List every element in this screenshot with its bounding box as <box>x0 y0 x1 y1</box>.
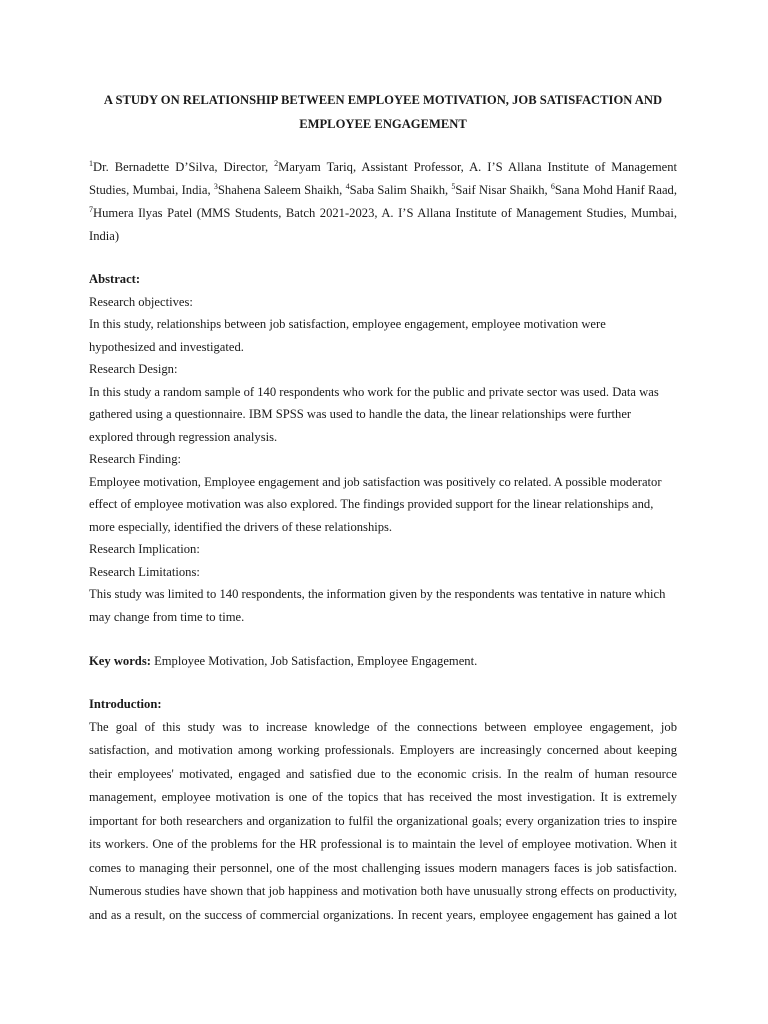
abstract-line: Research Finding: <box>89 452 181 466</box>
introduction-section <box>89 693 677 927</box>
keywords-section <box>89 650 677 673</box>
author-affiliation-number: 4 <box>345 181 350 191</box>
introduction-line: Numerous studies have shown that job happiness and motivation both have unusually strong effects on productivity, <box>89 884 677 898</box>
author-affiliation-number: 1 <box>89 158 93 168</box>
introduction-line: their employees' motivated, engaged and satisfied due to the economic crisis. In the realm of human resource <box>89 766 677 781</box>
abstract-heading: Abstract: <box>89 272 141 286</box>
author-entry: Shahena Saleem Shaikh, <box>217 183 346 197</box>
author-affiliation-number: 7 <box>89 204 93 214</box>
introduction-line: important for both researchers and organization to fulfil the organizational goals; every organization tries to inspire <box>89 813 677 828</box>
introduction-line: and as a result, on the success of commercial organizations. In recent years, employee engagement has gained a lot <box>89 907 677 922</box>
author-affiliation-number: 3 <box>213 181 218 191</box>
title-line-2: EMPLOYEE ENGAGEMENT <box>299 117 467 131</box>
author-affiliation-number: 2 <box>274 158 279 168</box>
author-list <box>89 156 677 248</box>
paper-page <box>89 0 677 1024</box>
author-affiliation-number: 5 <box>451 181 456 191</box>
introduction-line: its workers. One of the problems for the HR professional is to maintain the level of employee motivation. When it <box>89 837 677 851</box>
abstract-line: Research Implication: <box>89 542 200 556</box>
author-entry: Sana Mohd Hanif Raad, <box>554 183 678 197</box>
introduction-line: The goal of this study was to increase knowledge of the connections between employee engagement, job <box>89 719 677 734</box>
abstract-line: Employee motivation, Employee engagement and job satisfaction was positively co related. A possible moderator <box>89 474 662 489</box>
title-line-1: A STUDY ON RELATIONSHIP BETWEEN EMPLOYEE MOTIVATION, JOB SATISFACTION AND <box>103 93 663 107</box>
abstract-line: explored through regression analysis. <box>89 429 278 444</box>
abstract-line: hypothesized and investigated. <box>89 339 244 354</box>
introduction-line: satisfaction, and motivation among working professionals. Employers are increasingly concerned about keeping <box>89 743 677 757</box>
author-entry: Humera Ilyas Patel (MMS Students, Batch 2021-2023, A. I’S Allana Institute of Management Studies, Mumbai, India) <box>89 206 677 243</box>
abstract-section <box>89 268 677 628</box>
author-affiliation-number: 6 <box>550 181 555 191</box>
introduction-line: comes to managing their personnel, one of the most challenging issues modern managers faces is job satisfaction. <box>89 860 677 875</box>
abstract-line: gathered using a questionnaire. IBM SPSS was used to handle the data, the linear relationships were further <box>89 407 632 421</box>
introduction-line: management, employee motivation is one of the topics that has received the most investigation. It is extremely <box>89 790 677 804</box>
abstract-line: Research objectives: <box>89 294 193 309</box>
keywords-text: Employee Motivation, Job Satisfaction, Employee Engagement. <box>150 654 478 668</box>
abstract-line: In this study, relationships between job satisfaction, employee engagement, employee motivation were <box>89 317 606 331</box>
abstract-line: more especially, identified the drivers of these relationships. <box>89 519 393 534</box>
introduction-heading: Introduction: <box>89 697 162 711</box>
author-entry: Saba Salim Shaikh, <box>349 183 452 197</box>
abstract-line: effect of employee motivation was also explored. The findings provided support for the linear relationships and, <box>89 497 654 511</box>
abstract-line: Research Limitations: <box>89 564 200 579</box>
abstract-line: In this study a random sample of 140 respondents who work for the public and private sector was used. Data was <box>89 384 659 399</box>
author-entry: Saif Nisar Shaikh, <box>455 183 551 197</box>
abstract-line: Research Design: <box>89 362 178 376</box>
keywords-label: Key words: <box>89 654 151 668</box>
abstract-line: may change from time to time. <box>89 609 245 624</box>
author-entry: Dr. Bernadette D’Silva, Director, <box>93 160 275 174</box>
author-entry: Maryam Tariq, Assistant Professor, A. I’S Allana Institute of Management Studies, Mumbai, India, <box>89 160 677 197</box>
abstract-line: This study was limited to 140 respondents, the information given by the respondents was tentative in nature which <box>89 587 666 601</box>
paper-title <box>89 88 677 136</box>
